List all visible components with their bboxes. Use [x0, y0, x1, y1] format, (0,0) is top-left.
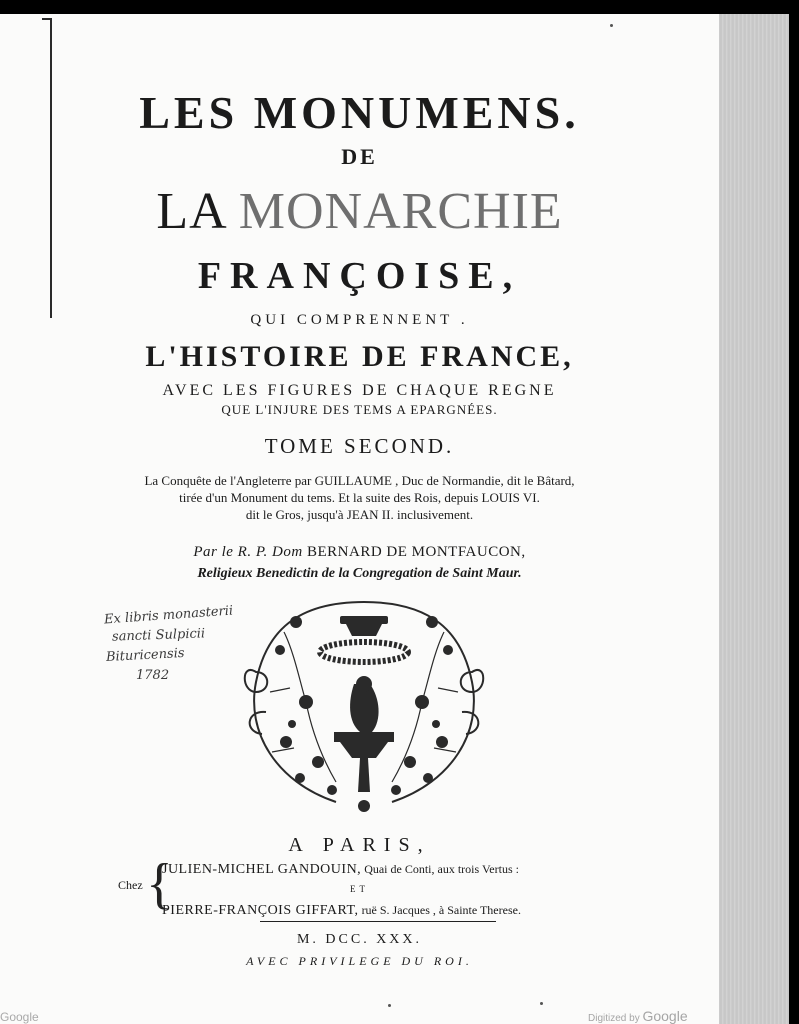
paper-speck	[388, 1004, 391, 1007]
title-line-histoire: L'HISTOIRE DE FRANCE,	[145, 340, 574, 373]
publisher-1-name: JULIEN-MICHEL GANDOUIN,	[162, 862, 362, 877]
publisher-2-name: PIERRE-FRANÇOIS GIFFART,	[162, 903, 359, 918]
title-line-comprennent: QUI COMPRENNENT .	[250, 312, 469, 328]
imprint-privilege: AVEC PRIVILEGE DU ROI.	[246, 954, 473, 968]
author-line	[0, 544, 719, 561]
publisher-2-address: ruë S. Jacques , à Sainte Therese.	[358, 903, 521, 917]
floral-wreath-vignette-icon	[236, 592, 492, 824]
paper-speck	[540, 1002, 543, 1005]
title-la: LA	[156, 183, 239, 240]
handwritten-note-line-2: sancti Sulpicii	[111, 626, 206, 645]
handwritten-note-line-3: Bituricensis	[105, 645, 185, 666]
google-watermark-right	[588, 1008, 688, 1024]
right-border	[789, 14, 799, 1024]
imprint-rule	[260, 921, 496, 922]
title-line-figures: AVEC LES FIGURES DE CHAQUE REGNE	[162, 382, 557, 399]
title-line-de: DE	[341, 144, 378, 169]
google-brand: Google	[642, 1008, 688, 1024]
imprint-chez: Chez	[118, 878, 143, 892]
publisher-1-address: Quai de Conti, aux trois Vertus :	[361, 862, 519, 876]
title-line-monarchie	[0, 182, 719, 241]
description-line-3: dit le Gros, jusqu'à JEAN II. inclusivement.	[245, 507, 474, 522]
page-stack-edge	[719, 14, 789, 1024]
imprint-year: M. DCC. XXX.	[296, 932, 423, 947]
author-prefix: Par le R. P. Dom	[193, 544, 303, 560]
binding-rule-top	[42, 18, 52, 20]
description-line-2: tirée d'un Monument du tems. Et la suite des Rois, depuis LOUIS VI.	[179, 490, 540, 505]
author-name: BERNARD DE MONTFAUCON,	[302, 544, 526, 560]
description-line-1: La Conquête de l'Angleterre par GUILLAUME , Duc de Normandie, dit le Bâtard,	[144, 473, 575, 488]
paper-speck	[610, 24, 613, 27]
brace-icon: {	[146, 853, 173, 915]
tome-label: TOME SECOND.	[264, 434, 455, 458]
digitized-by-label: Digitized by	[588, 1013, 643, 1024]
imprint-city: A PARIS,	[288, 834, 431, 856]
imprint-et: ET	[350, 884, 369, 894]
title-monarchie: MONARCHIE	[238, 183, 563, 240]
author-affiliation: Religieux Benedictin de la Congregation de Saint Maur.	[197, 566, 522, 581]
title-line-francoise: FRANÇOISE,	[197, 255, 522, 297]
title-page	[0, 14, 719, 1024]
publisher-2	[162, 903, 521, 919]
handwritten-note-line-1: Ex libris monasterii	[103, 603, 234, 628]
title-line-injure: QUE L'INJURE DES TEMS A EPARGNÉES.	[221, 402, 498, 417]
google-watermark-left: Google	[0, 1010, 39, 1024]
publisher-1	[162, 862, 519, 878]
handwritten-note-year: 1782	[136, 668, 170, 683]
title-line-monumens: LES MONUMENS.	[139, 87, 580, 138]
